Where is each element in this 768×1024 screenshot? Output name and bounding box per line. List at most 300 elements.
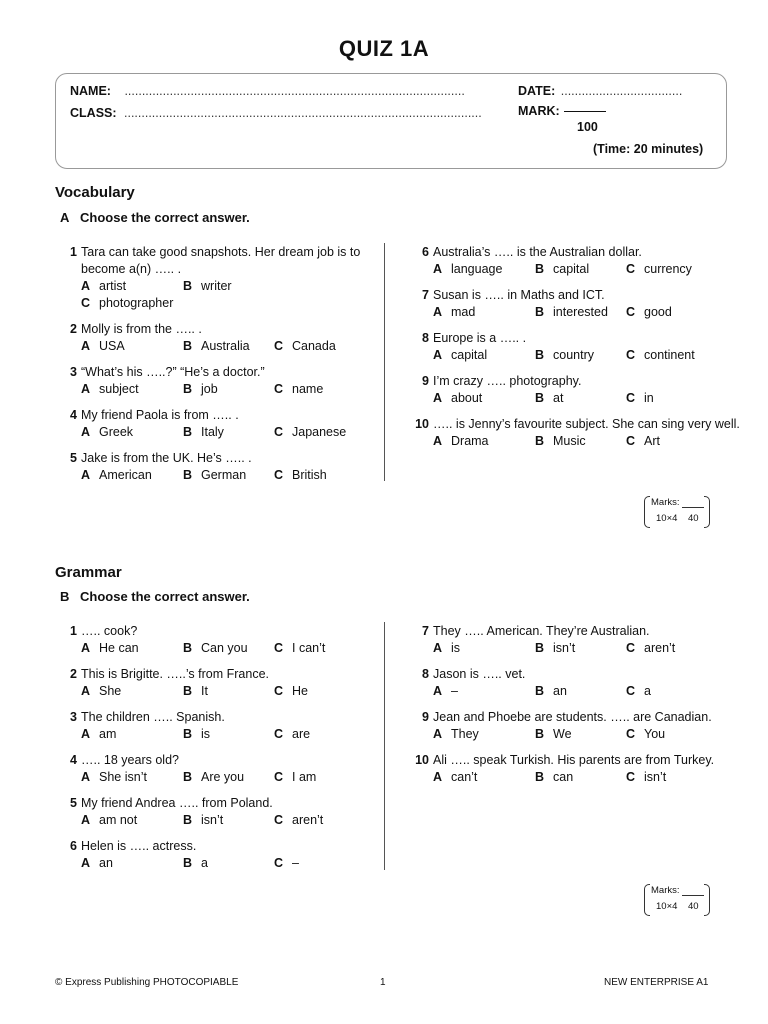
question-number: 3 — [70, 710, 77, 724]
answer-options — [433, 683, 743, 700]
question-text: Tara can take good snapshots. Her dream job is to become a(n) ….. . — [81, 245, 361, 276]
option-text: a — [201, 856, 208, 870]
grammar-instruction — [60, 589, 250, 604]
answer-option-b[interactable] — [535, 769, 626, 786]
answer-option-b[interactable] — [183, 683, 274, 700]
answer-option-c[interactable] — [626, 769, 666, 786]
option-letter: C — [626, 262, 636, 276]
option-letter: C — [274, 468, 284, 482]
question-number: 5 — [70, 451, 77, 465]
bracket-right — [704, 884, 710, 916]
question-item — [422, 623, 743, 657]
marks-total: 40 — [687, 513, 699, 524]
answer-options — [81, 683, 391, 700]
option-letter: B — [183, 468, 193, 482]
option-letter: B — [183, 727, 193, 741]
answer-option-b[interactable] — [183, 640, 274, 657]
answer-option-a[interactable] — [433, 390, 535, 407]
instruction-text: Choose the correct answer. — [80, 210, 250, 225]
answer-option-b[interactable] — [183, 381, 274, 398]
instruction-text: Choose the correct answer. — [80, 589, 250, 604]
question-text: ….. cook? — [81, 624, 138, 638]
answer-option-c[interactable] — [626, 433, 660, 450]
option-letter: C — [626, 348, 636, 362]
option-text: subject — [99, 382, 139, 396]
answer-option-c[interactable] — [274, 812, 323, 829]
option-text: It — [201, 684, 208, 698]
answer-option-b[interactable] — [183, 338, 274, 355]
answer-option-a[interactable] — [433, 640, 535, 657]
answer-option-b[interactable] — [535, 726, 626, 743]
question-text: This is Brigitte. …..’s from France. — [81, 667, 270, 681]
option-text: job — [201, 382, 218, 396]
answer-option-a[interactable] — [433, 683, 535, 700]
option-text: German — [201, 468, 247, 482]
question-text: Australia’s ….. is the Australian dollar. — [433, 245, 642, 259]
option-text: is — [451, 641, 461, 655]
question-item — [422, 373, 743, 407]
option-text: I can’t — [292, 641, 326, 655]
option-letter: C — [626, 641, 636, 655]
class-dots: ....................................................................................................... — [124, 106, 482, 120]
answer-options — [81, 424, 391, 441]
answer-options — [433, 769, 743, 786]
answer-option-c[interactable] — [274, 855, 299, 872]
option-letter: A — [81, 684, 91, 698]
question-text: Susan is ….. in Maths and ICT. — [433, 288, 605, 302]
option-letter: C — [274, 425, 284, 439]
answer-option-a[interactable] — [81, 338, 183, 355]
bracket-left — [644, 884, 650, 916]
option-text: aren’t — [644, 641, 676, 655]
option-letter: A — [433, 434, 443, 448]
option-letter: B — [535, 684, 545, 698]
question-item — [422, 666, 743, 700]
option-text: can’t — [451, 770, 478, 784]
answer-options — [81, 640, 391, 657]
option-letter: A — [81, 813, 91, 827]
answer-options — [433, 640, 743, 657]
option-letter: C — [626, 391, 636, 405]
answer-option-a[interactable] — [81, 381, 183, 398]
option-letter: B — [183, 382, 193, 396]
option-text: an — [99, 856, 113, 870]
option-letter: B — [183, 425, 193, 439]
question-number: 1 — [70, 624, 77, 638]
option-text: Art — [644, 434, 660, 448]
option-text: You — [644, 727, 666, 741]
option-text: She isn’t — [99, 770, 147, 784]
answer-option-c[interactable] — [274, 640, 325, 657]
date-field[interactable] — [518, 84, 682, 98]
option-text: isn’t — [644, 770, 667, 784]
option-letter: B — [535, 434, 545, 448]
option-text: Drama — [451, 434, 489, 448]
answer-option-a[interactable] — [433, 261, 535, 278]
option-text: USA — [99, 339, 125, 353]
question-item — [70, 709, 391, 743]
option-text: Australia — [201, 339, 250, 353]
question-text: Jean and Phoebe are students. ….. are Canadian. — [433, 710, 712, 724]
option-text: capital — [553, 262, 590, 276]
answer-option-a[interactable] — [81, 640, 183, 657]
footer-book-title: NEW ENTERPRISE A1 — [604, 977, 709, 988]
answer-option-a[interactable] — [81, 278, 183, 295]
question-item — [70, 364, 391, 398]
option-text: aren’t — [292, 813, 324, 827]
option-letter: A — [81, 770, 91, 784]
answer-option-b[interactable] — [183, 812, 274, 829]
question-text: Jason is ….. vet. — [433, 667, 526, 681]
question-text: Jake is from the UK. He’s ….. . — [81, 451, 252, 465]
instruction-letter: B — [60, 589, 70, 604]
option-letter: A — [81, 382, 91, 396]
question-item — [70, 244, 391, 312]
option-text: interested — [553, 305, 608, 319]
marks-label: Marks: — [651, 885, 680, 896]
instruction-letter: A — [60, 210, 70, 225]
option-letter: A — [433, 641, 443, 655]
answer-option-a[interactable] — [433, 433, 535, 450]
answer-option-c[interactable] — [274, 683, 308, 700]
footer-page-number: 1 — [380, 977, 386, 988]
option-text: They — [451, 727, 479, 741]
vocabulary-right-column — [415, 244, 743, 459]
question-text: They ….. American. They’re Australian. — [433, 624, 650, 638]
option-letter: C — [626, 305, 636, 319]
grammar-right-column — [415, 623, 743, 795]
answer-option-c[interactable] — [626, 726, 665, 743]
answer-option-c[interactable] — [274, 769, 316, 786]
option-letter: C — [274, 727, 284, 741]
mark-denominator: 100 — [577, 120, 598, 134]
answer-option-c[interactable] — [274, 338, 336, 355]
question-item — [415, 416, 743, 450]
option-letter: C — [274, 684, 284, 698]
answer-option-c[interactable] — [626, 683, 651, 700]
question-text: Europe is a ….. . — [433, 331, 527, 345]
option-text: I am — [292, 770, 317, 784]
answer-option-c[interactable] — [626, 640, 675, 657]
mark-label: MARK: — [518, 104, 560, 118]
answer-option-a[interactable] — [433, 347, 535, 364]
answer-options — [81, 467, 391, 484]
time-note: (Time: 20 minutes) — [593, 142, 704, 156]
column-divider — [384, 622, 385, 870]
option-letter: B — [183, 339, 193, 353]
vocabulary-instruction — [60, 210, 250, 225]
mark-field[interactable] — [518, 104, 606, 118]
option-letter: C — [274, 382, 284, 396]
question-text: Ali ….. speak Turkish. His parents are from Turkey. — [433, 753, 715, 767]
question-text: My friend Andrea ….. from Poland. — [81, 796, 273, 810]
option-text: He can — [99, 641, 139, 655]
answer-option-a[interactable] — [81, 467, 183, 484]
answer-option-c[interactable] — [626, 261, 692, 278]
question-item — [70, 795, 391, 829]
question-number: 7 — [422, 624, 429, 638]
question-number: 8 — [422, 331, 429, 345]
answer-options — [81, 278, 391, 312]
option-letter: C — [81, 296, 91, 310]
question-item — [70, 666, 391, 700]
question-number: 8 — [422, 667, 429, 681]
question-text: ….. 18 years old? — [81, 753, 179, 767]
option-letter: B — [183, 856, 193, 870]
question-number: 9 — [422, 710, 429, 724]
option-text: photographer — [99, 296, 174, 310]
answer-option-b[interactable] — [183, 424, 274, 441]
option-text: good — [644, 305, 672, 319]
option-letter: C — [626, 727, 636, 741]
answer-option-b[interactable] — [183, 769, 274, 786]
option-letter: C — [274, 641, 284, 655]
answer-option-c[interactable] — [274, 726, 310, 743]
option-letter: A — [81, 468, 91, 482]
option-text: country — [553, 348, 594, 362]
answer-option-b[interactable] — [535, 390, 626, 407]
option-text: artist — [99, 279, 127, 293]
option-text: Are you — [201, 770, 245, 784]
option-letter: C — [274, 813, 284, 827]
option-letter: A — [433, 262, 443, 276]
answer-option-b[interactable] — [183, 726, 274, 743]
answer-option-b[interactable] — [535, 683, 626, 700]
date-label: DATE: — [518, 84, 556, 98]
option-text: currency — [644, 262, 692, 276]
question-item — [415, 752, 743, 786]
option-text: Canada — [292, 339, 336, 353]
option-text: Greek — [99, 425, 134, 439]
answer-option-c[interactable] — [626, 347, 695, 364]
footer-copyright: © Express Publishing PHOTOCOPIABLE — [55, 977, 239, 988]
question-number: 4 — [70, 408, 77, 422]
answer-option-b[interactable] — [535, 433, 626, 450]
question-number: 5 — [70, 796, 77, 810]
answer-option-a[interactable] — [433, 304, 535, 321]
vocabulary-heading: Vocabulary — [55, 184, 135, 201]
option-letter: B — [183, 684, 193, 698]
name-label: NAME: — [70, 84, 111, 98]
vocabulary-left-column — [70, 244, 391, 493]
question-text: The children ….. Spanish. — [81, 710, 225, 724]
option-text: Italy — [201, 425, 224, 439]
option-letter: A — [81, 279, 91, 293]
option-letter: A — [81, 856, 91, 870]
option-letter: A — [81, 641, 91, 655]
option-letter: B — [183, 813, 193, 827]
question-number: 7 — [422, 288, 429, 302]
marks-formula: 10×4 — [656, 513, 678, 524]
answer-options — [433, 433, 743, 450]
answer-option-a[interactable] — [81, 683, 183, 700]
question-number: 6 — [70, 839, 77, 853]
option-letter: B — [535, 727, 545, 741]
question-number: 1 — [70, 245, 77, 259]
option-text: am — [99, 727, 117, 741]
answer-options — [81, 726, 391, 743]
question-item — [70, 623, 391, 657]
mark-line — [564, 111, 606, 112]
answer-option-c[interactable] — [274, 424, 346, 441]
answer-options — [81, 769, 391, 786]
option-letter: B — [183, 279, 193, 293]
question-text: Molly is from the ….. . — [81, 322, 202, 336]
answer-options — [433, 261, 743, 278]
option-letter: C — [274, 770, 284, 784]
answer-options — [81, 812, 391, 829]
option-letter: A — [433, 391, 443, 405]
option-letter: B — [535, 770, 545, 784]
column-divider — [384, 243, 385, 481]
bracket-left — [644, 496, 650, 528]
option-letter: A — [433, 684, 443, 698]
option-letter: B — [535, 305, 545, 319]
option-text: capital — [451, 348, 488, 362]
question-number: 6 — [422, 245, 429, 259]
option-text: Music — [553, 434, 586, 448]
answer-option-a[interactable] — [81, 855, 183, 872]
grammar-heading: Grammar — [55, 564, 122, 581]
option-text: isn’t — [201, 813, 224, 827]
option-letter: C — [626, 434, 636, 448]
answer-option-b[interactable] — [535, 261, 626, 278]
answer-option-c[interactable] — [626, 304, 672, 321]
question-text: I’m crazy ….. photography. — [433, 374, 582, 388]
answer-option-c[interactable] — [81, 295, 391, 312]
option-letter: B — [535, 348, 545, 362]
question-number: 4 — [70, 753, 77, 767]
answer-options — [81, 855, 391, 872]
marks-label: Marks: — [651, 497, 680, 508]
option-letter: B — [535, 391, 545, 405]
option-text: about — [451, 391, 483, 405]
option-text: can — [553, 770, 574, 784]
question-item — [70, 752, 391, 786]
question-text: ….. is Jenny’s favourite subject. She can sing very well. — [433, 417, 740, 431]
grammar-marks-box — [644, 884, 710, 916]
option-letter: A — [433, 770, 443, 784]
class-field[interactable] — [70, 106, 482, 120]
marks-formula: 10×4 — [656, 901, 678, 912]
option-text: writer — [201, 279, 232, 293]
answer-options — [433, 390, 743, 407]
option-text: language — [451, 262, 503, 276]
answer-option-a[interactable] — [81, 812, 183, 829]
option-letter: B — [535, 641, 545, 655]
option-letter: B — [183, 641, 193, 655]
option-letter: A — [81, 727, 91, 741]
name-field[interactable] — [70, 84, 465, 98]
question-number: 2 — [70, 667, 77, 681]
answer-option-a[interactable] — [81, 726, 183, 743]
option-letter: A — [433, 727, 443, 741]
question-item — [422, 287, 743, 321]
option-letter: A — [81, 425, 91, 439]
option-text: at — [553, 391, 564, 405]
answer-option-b[interactable] — [183, 278, 274, 295]
answer-option-a[interactable] — [81, 769, 183, 786]
question-text: Helen is ….. actress. — [81, 839, 197, 853]
marks-total: 40 — [687, 901, 699, 912]
class-label: CLASS: — [70, 106, 117, 120]
option-text: isn’t — [553, 641, 576, 655]
question-item — [70, 838, 391, 872]
question-item — [422, 330, 743, 364]
question-item — [422, 244, 743, 278]
answer-option-b[interactable] — [535, 304, 626, 321]
answer-options — [433, 726, 743, 743]
answer-options — [81, 381, 391, 398]
grammar-left-column — [70, 623, 391, 881]
answer-options — [433, 347, 743, 364]
option-text: in — [644, 391, 654, 405]
option-text: continent — [644, 348, 695, 362]
option-text: He — [292, 684, 308, 698]
name-dots: .................................................................................................. — [124, 84, 465, 98]
marks-blank — [682, 507, 704, 508]
option-text: mad — [451, 305, 476, 319]
question-number: 3 — [70, 365, 77, 379]
option-text: a — [644, 684, 651, 698]
answer-option-b[interactable] — [535, 640, 626, 657]
option-text: Can you — [201, 641, 248, 655]
answer-option-a[interactable] — [433, 726, 535, 743]
option-letter: C — [274, 339, 284, 353]
option-text: Japanese — [292, 425, 347, 439]
option-text: is — [201, 727, 211, 741]
option-text: am not — [99, 813, 138, 827]
option-letter: C — [626, 684, 636, 698]
option-text: an — [553, 684, 567, 698]
option-text: name — [292, 382, 324, 396]
question-text: “What’s his …..?” “He’s a doctor.” — [81, 365, 265, 379]
option-text: are — [292, 727, 311, 741]
answer-option-b[interactable] — [535, 347, 626, 364]
question-item — [70, 450, 391, 484]
option-letter: C — [626, 770, 636, 784]
answer-option-a[interactable] — [81, 424, 183, 441]
question-text: My friend Paola is from ….. . — [81, 408, 239, 422]
option-letter: B — [183, 770, 193, 784]
answer-options — [433, 304, 743, 321]
answer-options — [81, 338, 391, 355]
answer-option-c[interactable] — [626, 390, 654, 407]
answer-option-c[interactable] — [274, 381, 323, 398]
question-item — [70, 407, 391, 441]
option-text: American — [99, 468, 152, 482]
bracket-right — [704, 496, 710, 528]
marks-blank — [682, 895, 704, 896]
option-letter: C — [274, 856, 284, 870]
answer-option-c[interactable] — [274, 467, 327, 484]
option-text: – — [451, 684, 458, 698]
answer-option-b[interactable] — [183, 467, 274, 484]
option-text: She — [99, 684, 122, 698]
option-letter: A — [433, 348, 443, 362]
date-dots: ................................... — [560, 84, 683, 98]
option-letter: A — [81, 339, 91, 353]
answer-option-b[interactable] — [183, 855, 274, 872]
question-number: 10 — [415, 753, 429, 767]
question-number: 9 — [422, 374, 429, 388]
option-text: We — [553, 727, 572, 741]
vocabulary-marks-box — [644, 496, 710, 528]
question-item — [70, 321, 391, 355]
question-number: 2 — [70, 322, 77, 336]
answer-option-a[interactable] — [433, 769, 535, 786]
question-number: 10 — [415, 417, 429, 431]
